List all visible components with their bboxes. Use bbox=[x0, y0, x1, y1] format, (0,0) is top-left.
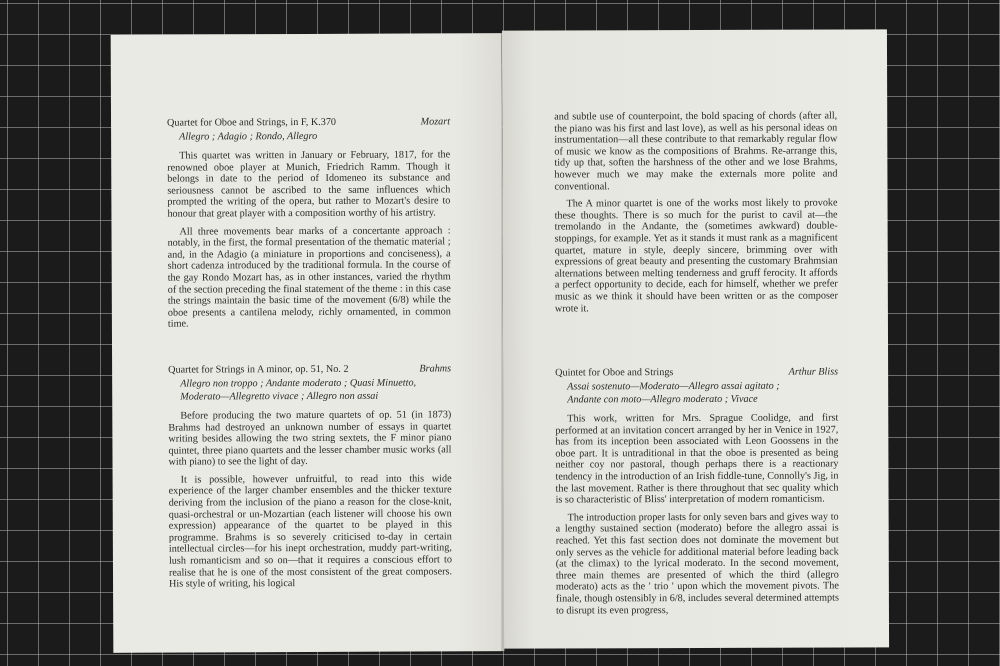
work-title: Quintet for Oboe and Strings bbox=[555, 367, 674, 379]
mozart-section bbox=[167, 115, 451, 330]
composer-name: Brahms bbox=[419, 363, 452, 375]
movement-list: Allegro ; Adagio ; Rondo, Allegro bbox=[179, 130, 318, 143]
movement-line: Assai sostenuto—Moderato—Allegro assai agitato ; bbox=[567, 380, 780, 393]
composer-name: Arthur Bliss bbox=[788, 366, 839, 378]
paragraph: This quartet was written in January or February, 1817, for the renowned oboe player at Munich, Friedrich Ramm. Though it belongs in date to the period of Idomeneo its substance and seriousness cannot be ascribed to the same influences which prompted the writing of the opera, but rather to Mozart's desire to honour that great player with a composition worthy of his artistry. bbox=[167, 149, 451, 220]
composer-name: Mozart bbox=[420, 116, 451, 128]
paragraph: The A minor quartet is one of the works most likely to provoke these thoughts. There is so much for the purist to cavil at—the tremolando in the Andante, the (sometimes awkward) double-stoppings, for example. Yet as it stands it must rank as a magnificent quartet, mature in style, deeply sincere, brimming over with expressions of great beauty and presenting the customary Brahmsian alternations between melting tenderness and gruff ferocity. It affords a perfect opportunity to decide, each for himself, whether we prefer music as we think it should have been written or as the composer wrote it. bbox=[554, 197, 838, 314]
movement-line: Andante con moto—Allegro moderato ; Vivace bbox=[567, 393, 758, 406]
work-title: Quartet for Strings in A minor, op. 51, No. 2 bbox=[168, 363, 349, 376]
paragraph: Before producing the two mature quartets of op. 51 (in 1873) Brahms had destroyed an unknown number of essays in quartet writing besides allowing the two string sextets, the F minor piano quintet, three piano quartets and the lesser chamber music works (all with piano) to see the light of day. bbox=[168, 409, 452, 468]
right-page bbox=[502, 29, 889, 648]
movement-list bbox=[567, 380, 838, 407]
brahms-continued-section bbox=[554, 111, 838, 315]
brahms-section bbox=[168, 362, 452, 590]
paragraph: It is possible, however unfruitful, to read into this wide experience of the larger chamber ensembles and the thicker texture deriving from the inclusion of the piano a reason for the close-knit, quasi-orchestral or un-Mozartian (each listener will choose his own expression) appearance of the quartet to be played in this programme. Brahms is so severely criticised to-day in certain intellectual circles—for his inept orchestration, muddy part-writing, lush romanticism and so on—that it requires a conscious effort to realise that he is one of the most consistent of the great composers. His style of writing, his logical bbox=[168, 473, 453, 590]
paragraph: The introduction proper lasts for only seven bars and gives way to a lengthy sustained section (moderato) before the allegro assai is reached. Yet this fast section does not dominate the movement but only serves as the vehicle for additional material before leading back (at the climax) to the lyrical moderato. In the second movement, three main themes are presented of which the third (allegro moderato) acts as the ' trio ' upon which the movement pivots. The finale, though ostensibly in 6/8, includes several determined attempts to disrupt its even progress, bbox=[555, 511, 839, 617]
movement-list bbox=[180, 376, 451, 403]
bliss-section bbox=[555, 366, 839, 617]
work-title: Quartet for Oboe and Strings, in F, K.370 bbox=[167, 116, 337, 129]
movement-line: Moderato—Allegretto vivace ; Allegro non assai bbox=[180, 390, 379, 403]
paragraph: and subtle use of counterpoint, the bold spacing of chords (after all, the piano was his first and last love), as well as his personal ideas on instrumentation—all these contribute to that remarkably regular flow of music we know as the compositions of Brahms. Re-arrange this, tidy up that, soften the harshness of the other and we lose Brahms, however much we may make the externals more polite and conventional. bbox=[554, 110, 838, 193]
movement-line: Allegro non troppo ; Andante moderato ; Quasi Minuetto, bbox=[180, 377, 417, 390]
program-booklet bbox=[112, 30, 888, 652]
left-page bbox=[111, 33, 505, 653]
bliss-heading bbox=[555, 366, 838, 380]
mozart-heading bbox=[167, 115, 450, 129]
brahms-heading bbox=[168, 362, 451, 376]
paragraph: All three movements bear marks of a concertante approach : notably, in the first, the formal presentation of the thematic material ; and, in the Adagio (a miniature in proportions and conciseness), a short cadenza introduced by the traditional formula. In the course of the gay Rondo Mozart has, as in other instances, varied the rhythm of the section preceding the final statement of the theme : in this case the strings maintain the basic time of the movement (6/8) while the oboe presents a cantilena melody, richly ornamented, in common time. bbox=[167, 224, 451, 330]
paragraph: This work, written for Mrs. Sprague Coolidge, and first performed at an invitation concert arranged by her in Venice in 1927, has from its inception been associated with Leon Goossens in the oboe part. It is untraditional in that the oboe is presented as being neither coy nor pastoral, though perhaps there is a reactionary tendency in the introduction of an Irish fiddle-tune, Connolly's Jig, in the last movement. Rather is there throughout that sec quality which is so characteristic of Bliss' interpretation of modern romanticism. bbox=[555, 412, 839, 506]
